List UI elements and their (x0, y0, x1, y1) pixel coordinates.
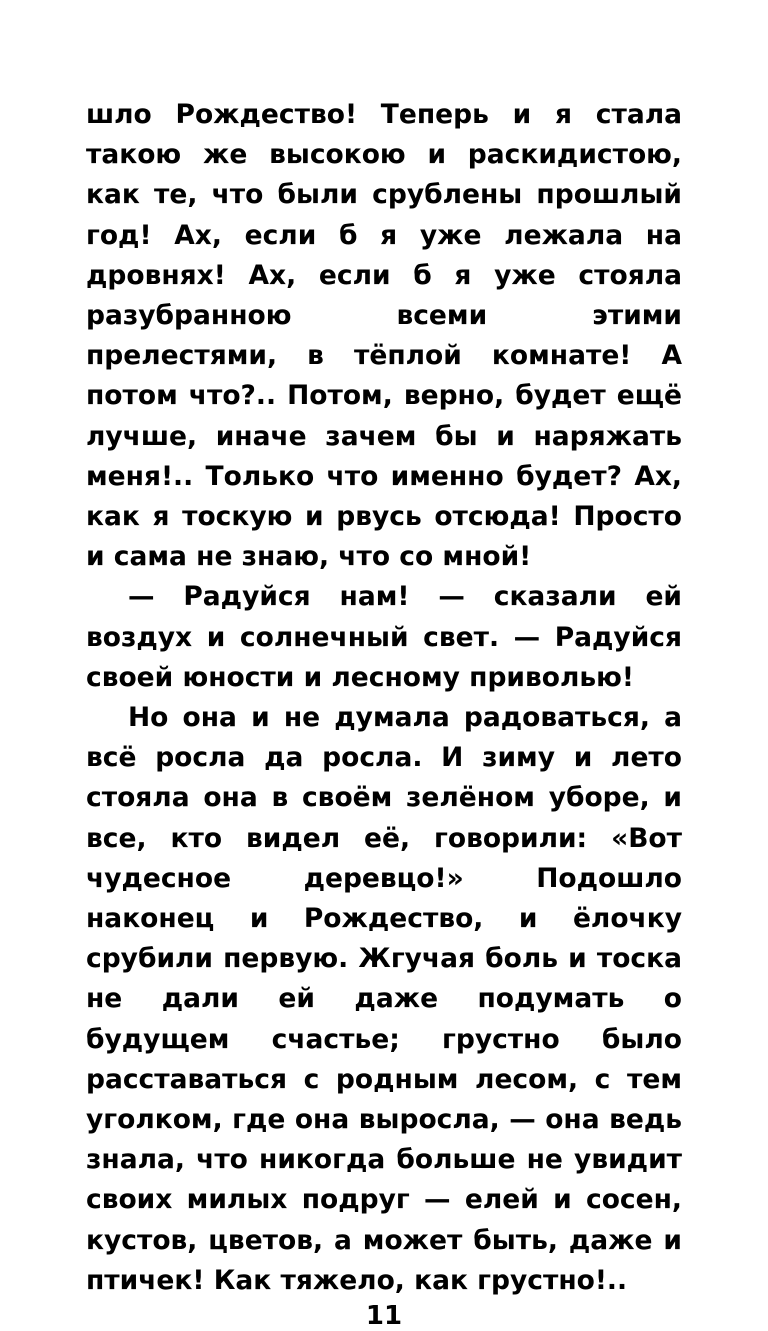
paragraph-narrative: Но она и не думала радоваться, а всё росла да росла. И зиму и лето стояла она в своём зелёном уборе, и все, кто видел её, говорили: «Вот чудесное деревцо!» Подошло наконец и Рождество, и ёлочку срубили первую. Жгучая боль и тоска не дали ей даже подумать о будущем счастье; грустно было расставаться с родным лесом, с тем уголком, где она выросла, — она ведь знала, что никогда больше не увидит своих милых подруг — елей и сосен, кустов, цветов, а может быть, даже и птичек! Как тяжело, как грустно!.. (86, 702, 682, 1296)
paragraph-dialogue: — Радуйся нам! — сказали ей воздух и солнечный свет. — Радуйся своей юности и лесному приволью! (86, 581, 682, 693)
page-number: 11 (365, 1301, 403, 1331)
paragraph-continuation: шло Рождество! Теперь и я стала такою же высокою и раскидистою, как те, что были срублены прошлый год! Ах, если б я уже лежала на дровнях! Ах, если б я уже стояла разубранною всеми этими прелестями, в тёплой комнате! А потом что?.. Потом, верно, будет ещё лучше, иначе зачем бы и наряжать меня!.. Только что именно будет? Ах, как я тоскую и рвусь отсюда! Просто и сама не знаю, что со мной! (86, 99, 682, 573)
page-body (86, 95, 682, 1301)
